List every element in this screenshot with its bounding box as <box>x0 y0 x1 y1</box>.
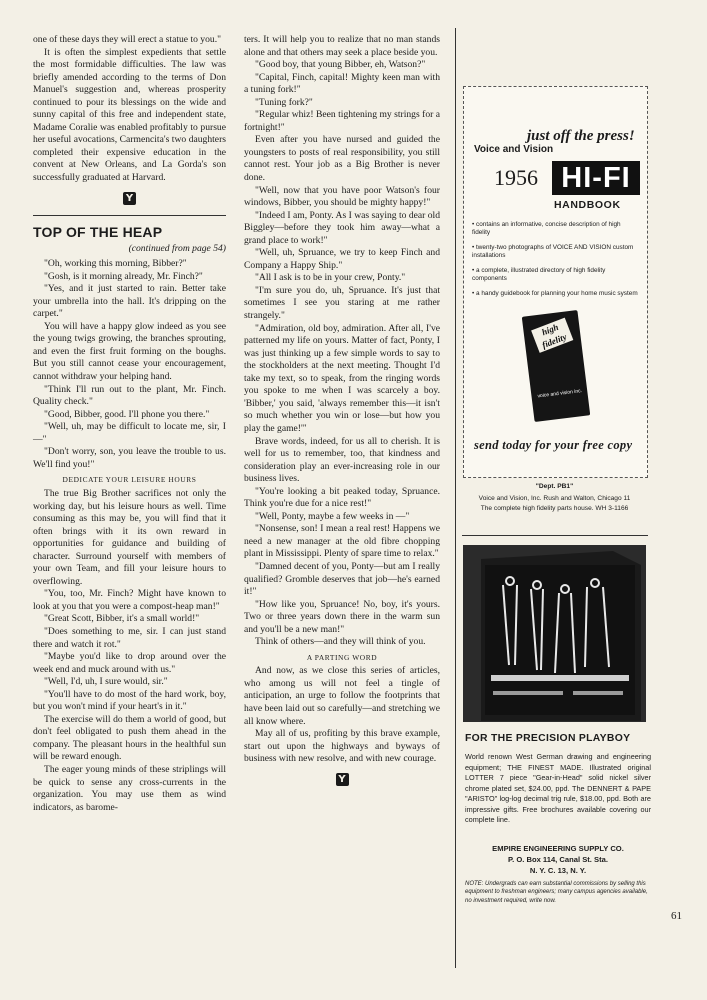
ad-bullet: • twenty-two photographs of VOICE AND VISION custom installations <box>472 244 634 259</box>
company-box: P. O. Box 114, Canal St. Sta. <box>508 855 608 864</box>
column-left <box>33 34 226 814</box>
drafting-set-photo <box>463 545 646 722</box>
subheading: A PARTING WORD <box>306 652 378 662</box>
ad-publisher: Voice and Vision <box>474 144 554 155</box>
paragraph: It is often the simplest expedients that settle the most formidable difficulties. The law was briefly amended according to the terms of Don Manuel's suggestion and, whereas prosperity continued to pour its blessings on the wide and sunny capital of this free and independent state, Madame Coralie was enabled profitably to pursue her useful avocations, Carmencita's two daughters completed their expensive education in the convent at New Orleans, and La Gorda's son successfully graduated at Harvard. <box>33 46 226 184</box>
paragraph: May all of us, profiting by this brave example, start out upon the highways and byways of business with new resolve, and with new courage. <box>244 728 440 765</box>
paragraph: "Capital, Finch, capital! Mighty keen man with a tuning fork!" <box>244 71 440 96</box>
article-title: TOP OF THE HEAP <box>33 223 163 240</box>
paragraph: The true Big Brother sacrifices not only the working day, but his leisure hours as well. Time consuming as this may be, you will find that it often brings with it its own reward in opportunities for guidance and building of character. Surround yourself with members of your own Team, and fill your leisure hours to overflowing. <box>33 487 226 587</box>
ad-body: World renown West German drawing and engineering equipment; THE FINEST MADE. Illustrated original LOTTER 7 piece "Gear-in-Head" solid nickel silver chrome plated set, $24.00, ppd. The DENNERT & PAPE "ARISTO" log-log decimal trig rule, $18.00, ppd. Both are impressive gifts. Free brochures available covering our complete line. <box>465 752 651 824</box>
paragraph: "Maybe you'd like to drop around over the week end and muck around with us." <box>33 651 226 675</box>
ad-call-to-action: send today for your free copy <box>474 438 633 452</box>
paragraph: "Great Scott, Bibber, it's a small world!" <box>44 613 200 625</box>
paragraph: "You, too, Mr. Finch? Might have known to look at you that you were a compost-heap man!" <box>33 588 226 612</box>
end-mark-icon: Y <box>336 773 349 786</box>
paragraph: Even after you have nursed and guided the youngsters to posts of real responsibility, you still cannot rest. Your job as a Big Brother is never done. <box>244 134 440 184</box>
hifi-logo: HI-FI <box>552 161 640 195</box>
paragraph: You will have a happy glow indeed as you see the young twigs growing, the branches sprouting, and even the first fruit forming on the boughs. But you still cannot cease your encouragement, cannot withdraw your helping hand. <box>33 320 226 383</box>
paragraph: "Gosh, is it morning already, Mr. Finch?" <box>44 270 203 282</box>
paragraph: The exercise will do them a world of good, but don't feel obligated to push them ahead in the company. The pleasant hours in the healthful sun will be reward enough. <box>33 713 226 763</box>
paragraph: "Think I'll run out to the plant, Mr. Finch. Quality check." <box>33 383 226 408</box>
paragraph: "Yes, and it just started to rain. Better take your umbrella into the hall. It's dripping on the carpet." <box>33 283 226 320</box>
page-number: 61 <box>671 910 682 922</box>
ad-note: NOTE: Undergrads can earn substantial commissions by selling this equipment to freshman engineers; many campus agencies available, no investment required, write now. <box>465 881 648 904</box>
column-divider <box>455 28 456 968</box>
ad-address: Voice and Vision, Inc. Rush and Walton, Chicago 11 <box>478 495 631 502</box>
book-cover-brand: voice and vision inc. <box>537 388 583 400</box>
handbook-image <box>522 310 591 422</box>
ad-bullet: • a handy guidebook for planning your home music system <box>472 290 638 297</box>
paragraph: ters. It will help you to realize that no man stands alone and that others may seek a place beside you. <box>244 34 440 58</box>
ad-heading: FOR THE PRECISION PLAYBOY <box>465 733 631 744</box>
ad-bullet: • a complete, illustrated directory of high fidelity components <box>472 267 606 282</box>
subheading: DEDICATE YOUR LEISURE HOURS <box>62 475 197 485</box>
paragraph: "Well, uh, may be difficult to locate me, sir, I —" <box>33 421 226 445</box>
paragraph: "Well, Ponty, maybe a few weeks in —" <box>255 510 410 522</box>
paragraph: "You're looking a bit peaked today, Spruance. Think you're due for a nice rest!" <box>244 485 440 510</box>
paragraph: "All I ask is to be in your crew, Ponty." <box>255 272 406 284</box>
paragraph: "How like you, Spruance! No, boy, it's yours. Two or three years down there in the warm sun and you'll be a new man!" <box>244 598 440 635</box>
continued-note: (continued from page 54) <box>128 242 226 254</box>
paragraph: "Good, Bibber, good. I'll phone you there." <box>44 408 210 420</box>
paragraph: "Good boy, that young Bibber, eh, Watson?" <box>255 59 426 71</box>
paragraph: "Regular whiz! Been tightening my strings for a fortnight!" <box>244 109 440 133</box>
ad-handbook-label: HANDBOOK <box>554 199 621 211</box>
paragraph: "Nonsense, son! I mean a real rest! Happens we need a new manager at the old fibre chopping plant in Mississippi. Plenty of spare time to relax." <box>244 523 440 560</box>
paragraph: "Damned decent of you, Ponty—but am I really qualified? Gromble deserves that job—he's earned it!" <box>244 560 440 598</box>
paragraph: "Well, now that you have poor Watson's four windows, Bibber, you should be mighty happy!" <box>244 184 440 209</box>
company-city: N. Y. C. 13, N. Y. <box>529 866 587 875</box>
book-cover-title: high fidelity <box>531 318 573 353</box>
section-divider <box>33 215 226 216</box>
paragraph: "Indeed I am, Ponty. As I was saying to dear old Biggley—before they took him away—what a grand place to work!" <box>244 209 441 246</box>
paragraph: "I'm sure you do, uh, Spruance. It's just that sometimes I see you staring at me rather strangely." <box>244 284 440 322</box>
hifi-handbook-ad <box>463 86 648 478</box>
paragraph: "Oh, working this morning, Bibber?" <box>44 258 187 270</box>
ad-divider <box>462 535 648 536</box>
paragraph: "Tuning fork?" <box>255 96 313 108</box>
paragraph: And now, as we close this series of articles, who among us will not feel a tingle of anticipation, an urge to follow the footprints that have been laid out so carefully—and stretching we all know where. <box>244 665 440 727</box>
column-middle <box>244 34 440 786</box>
ad-bullet: • contains an informative, concise description of high fidelity <box>472 221 621 236</box>
paragraph: "You'll have to do most of the hard work, boy, but you won't mind if your heart's in it." <box>33 688 226 713</box>
end-mark-icon: Y <box>123 192 136 205</box>
paragraph: "Don't worry, son, you leave the trouble to us. We'll find you!" <box>33 446 226 470</box>
company-name: EMPIRE ENGINEERING SUPPLY CO. <box>492 844 624 853</box>
ad-company <box>465 843 651 876</box>
paragraph: "Well, uh, Spruance, we try to keep Finch and Company a Happy Ship." <box>244 247 440 271</box>
ad-year: 1956 <box>494 165 538 190</box>
ad-house: The complete high fidelity parts house. WH 3-1166 <box>480 505 629 512</box>
paragraph: "Well, I'd, uh, I sure would, sir." <box>44 676 168 688</box>
ad-dept: "Dept. PB1" <box>535 483 574 490</box>
paragraph: "Does something to me, sir. I can just stand there and watch it rot." <box>33 625 226 650</box>
paragraph: Think of others—and they will think of you. <box>255 636 426 648</box>
paragraph: Brave words, indeed, for us all to cherish. It is well for us to remember, too, that kindness and consideration play an ever-increasing role in our business lives. <box>244 435 440 485</box>
paragraph: "Admiration, old boy, admiration. After all, I've patterned my life on yours. Matter of fact, Ponty, I was just thinking up a few simple words to say to the stockholders at the next meeting. Thought I'd take my text, so to speak, from the ringing words you spoke to me when I was scarcely a boy. 'Bibber,' you said, 'always remember this—it isn't so much whether you win or lose—but how you play the game!'" <box>244 322 440 434</box>
drafting-instruments-icon <box>463 545 646 722</box>
paragraph: The eager young minds of these striplings will be quick to sense any cross-currents in the organization. You may use them as wind indicators, as barome- <box>33 763 226 813</box>
paragraph: one of these days they will erect a statue to you." <box>33 34 222 45</box>
ad-tagline: just off the press! <box>527 128 635 144</box>
